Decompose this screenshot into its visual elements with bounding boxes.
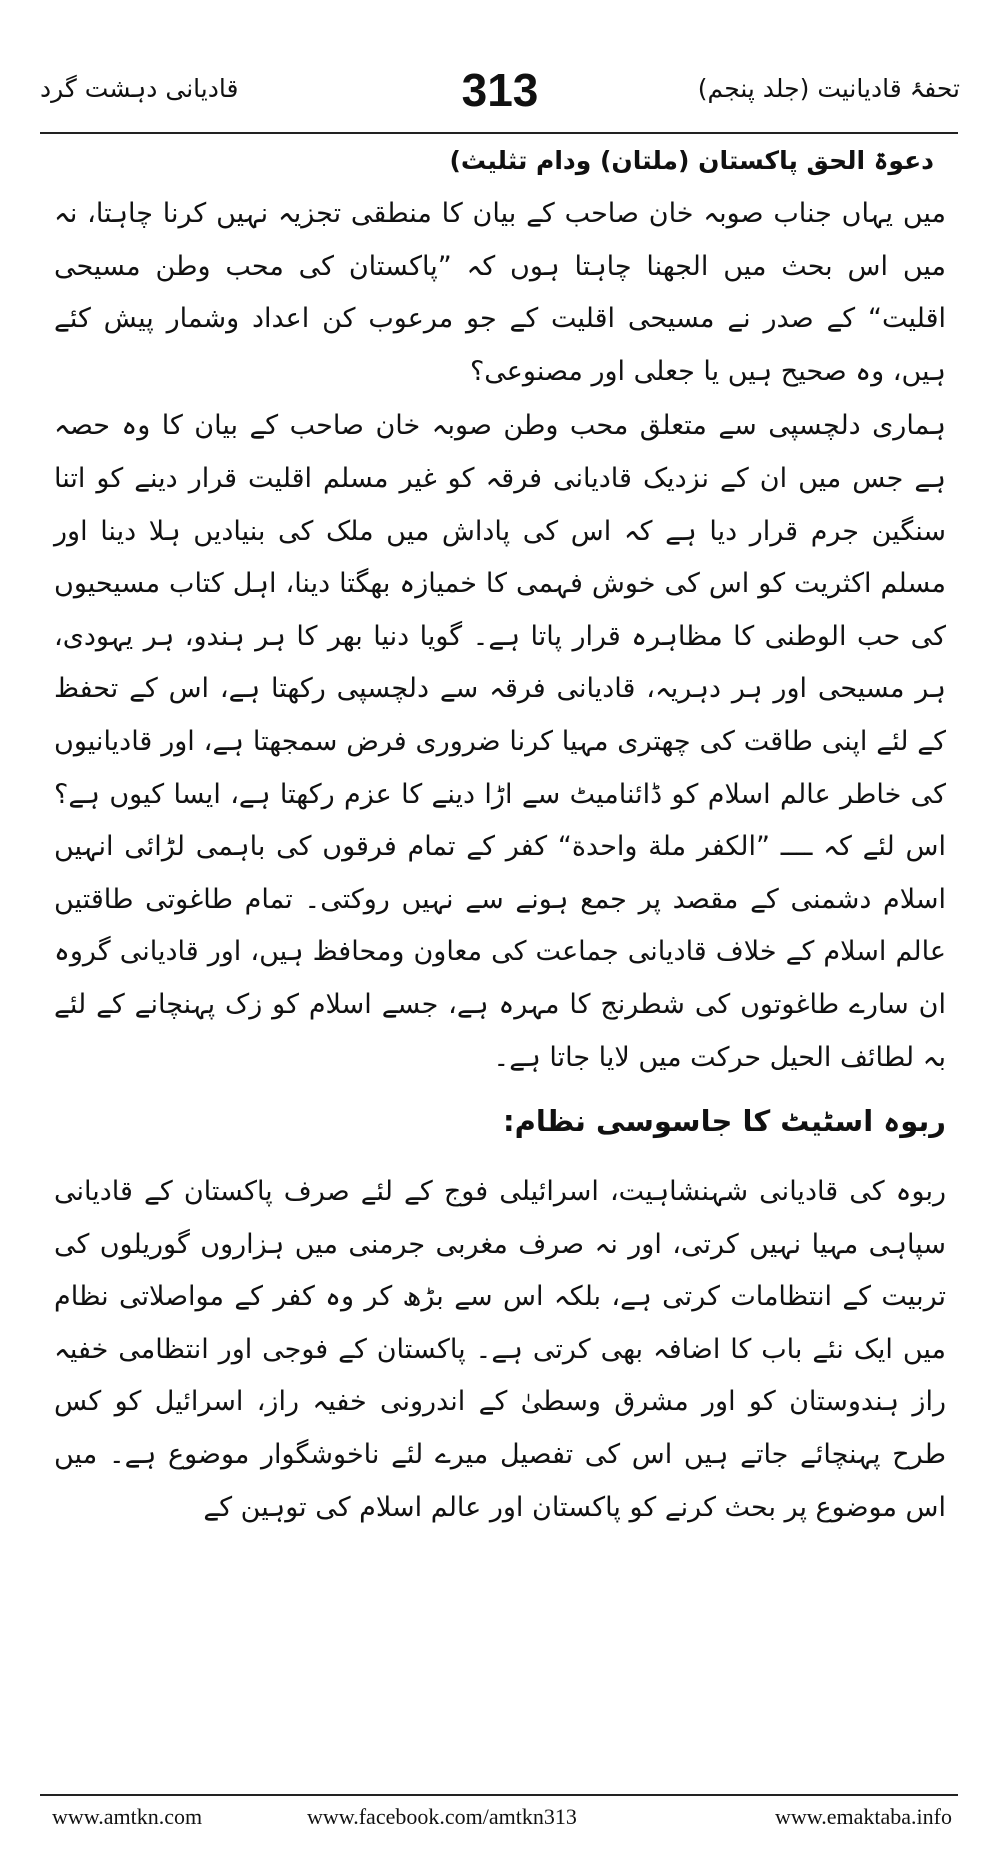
book-title: تحفۂ قادیانیت (جلد پنجم) [697, 74, 960, 103]
section-heading: ربوہ اسٹیٹ کا جاسوسی نظام: [503, 1104, 946, 1139]
source-line: دعوۃ الحق پاکستان (ملتان) ودام تثلیث) [449, 146, 934, 175]
paragraph-3: ربوہ کی قادیانی شہنشاہیت، اسرائیلی فوج کے لئے صرف پاکستان کے قادیانی سپاہی مہیا نہیں کرتی، اور نہ صرف مغربی جرمنی میں ہزاروں گوریلوں کی تربیت کے انتظامات کرتی ہے، بلکہ اس سے بڑھ کر وہ کفر کے مواصلاتی نظام میں ایک نئے باب کا اضافہ بھی کرتی ہے۔ پاکستان کے فوجی اور انتظامی خفیہ راز ہندوستان کو اور مشرق وسطیٰ کے اندرونی خفیہ راز، اسرائیل کو کس طرح پہنچائے جاتے ہیں اس کی تفصیل میرے لئے ناخوشگوار موضوع ہے۔ میں اس موضوع پر بحث کرنے کو پاکستان اور عالم اسلام کی توہین کے [54, 1176, 946, 1523]
footer-link-facebook[interactable]: www.facebook.com/amtkn313 [307, 1804, 577, 1829]
page-number: 313 [461, 64, 539, 116]
header-rule [40, 132, 958, 134]
footer-link-amtkn[interactable]: www.amtkn.com [52, 1804, 203, 1829]
page-footer [52, 1800, 952, 1834]
page-body [54, 140, 946, 1534]
paragraph-1: میں یہاں جناب صوبہ خان صاحب کے بیان کا منطقی تجزیہ نہیں کرنا چاہتا، نہ میں اس بحث میں الجھنا چاہتا ہوں کہ ”پاکستان کی محب وطن مسیحی اقلیت“ کے صدر نے مسیحی اقلیت کے جو مرعوب کن اعداد وشمار پیش کئے ہیں، وہ صحیح ہیں یا جعلی اور مصنوعی؟ [54, 198, 946, 387]
footer-link-emaktaba[interactable]: www.emaktaba.info [775, 1804, 952, 1829]
footer-rule [40, 1794, 958, 1796]
page-header [40, 60, 960, 130]
paragraph-2: ہماری دلچسپی سے متعلق محب وطن صوبہ خان صاحب کے بیان کا وہ حصہ ہے جس میں ان کے نزدیک قادیانی فرقہ کو غیر مسلم اقلیت قرار دینے کو اتنا سنگین جرم قرار دیا ہے کہ اس کی پاداش میں ملک کی بنیادیں ہلا دینا اور مسلم اکثریت کو اس کی خوش فہمی کا خمیازہ بھگتا دینا، اہل کتاب مسیحیوں کی حب الوطنی کا مظاہرہ قرار پاتا ہے۔ گویا دنیا بھر کا ہر ہندو، ہر یہودی، ہر مسیحی اور ہر دہریہ، قادیانی فرقہ سے دلچسپی رکھتا ہے، اس کے تحفظ کے لئے اپنی طاقت کی چھتری مہیا کرنا ضروری فرض سمجھتا ہے، اور قادیانیوں کی خاطر عالم اسلام کو ڈائنامیٹ سے اڑا دینے کا عزم رکھتا ہے، ایسا کیوں ہے؟ اس لئے کہ ــــ ”الکفر ملة واحدة“ کفر کے تمام فرقوں کی باہمی لڑائی انہیں اسلام دشمنی کے مقصد پر جمع ہونے سے نہیں روکتی۔ تمام طاغوتی طاقتیں عالم اسلام کے خلاف قادیانی جماعت کی معاون ومحافظ ہیں، اور قادیانی گروہ ان سارے طاغوتوں کی شطرنج کا مہرہ ہے، جسے اسلام کو زک پہنچانے کے لئے بہ لطائف الحیل حرکت میں لایا جاتا ہے۔ [54, 410, 946, 1073]
section-title: قادیانی دہشت گرد [40, 74, 239, 103]
